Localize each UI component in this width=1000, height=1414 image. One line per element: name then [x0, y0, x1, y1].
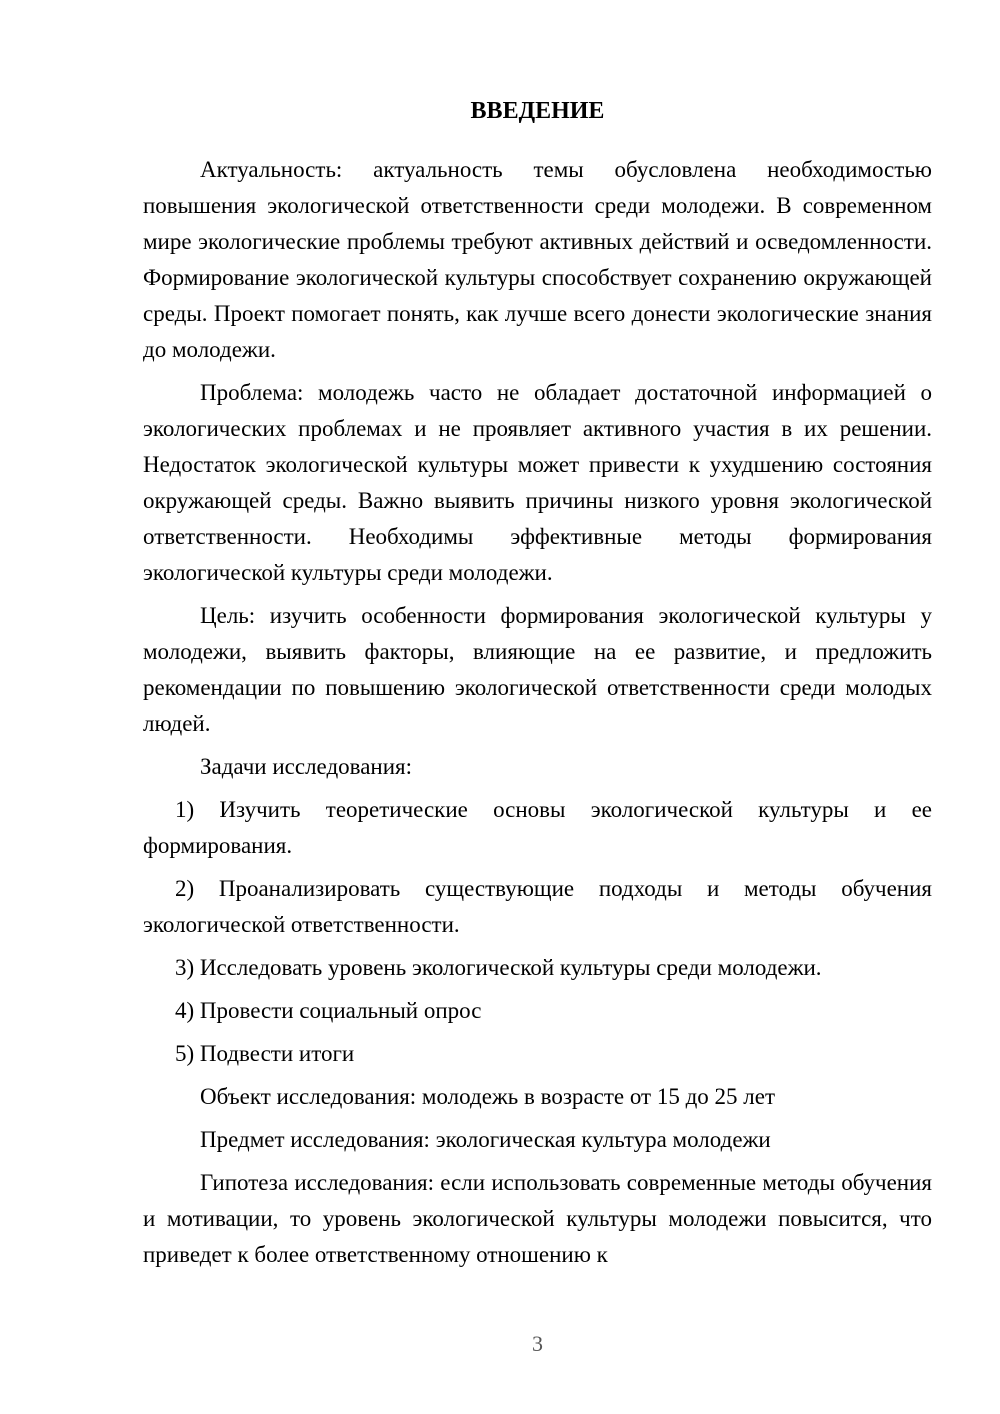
paragraph-subject: Предмет исследования: экологическая культура молодежи: [200, 1127, 771, 1152]
task-item-3: 3) Исследовать уровень экологической культуры среди молодежи.: [175, 955, 822, 980]
page-number: 3: [532, 1331, 543, 1356]
paragraph-actuality: Актуальность: актуальность темы обусловлена необходимостью повышения экологической ответственности среди молодежи. В современном мире экологические проблемы требуют активных действий и осведомленности. Формирование экологической культуры способствует сохранению окружающей среды. Проект помогает понять, как лучше всего донести экологические знания до молодежи.: [143, 157, 932, 362]
paragraph-problem: Проблема: молодежь часто не обладает достаточной информацией о экологических проблемах и не проявляет активного участия в их решении. Недостаток экологической культуры может привести к ухудшению состояния окружающей среды. Важно выявить причины низкого уровня экологической ответственности. Необходимы эффективные методы формирования экологической культуры среди молодежи.: [143, 380, 932, 585]
task-item-5: 5) Подвести итоги: [175, 1041, 355, 1066]
paragraph-tasks-heading: Задачи исследования:: [200, 754, 413, 779]
task-item-1: 1) Изучить теоретические основы экологической культуры и ее формирования.: [143, 797, 932, 858]
task-item-4: 4) Провести социальный опрос: [175, 998, 482, 1023]
paragraph-goal: Цель: изучить особенности формирования экологической культуры у молодежи, выявить факторы, влияющие на ее развитие, и предложить рекомендации по повышению экологической ответственности среди молодых людей.: [143, 603, 932, 736]
task-item-2: 2) Проанализировать существующие подходы и методы обучения экологической ответственности.: [143, 876, 932, 937]
paragraph-object: Объект исследования: молодежь в возрасте от 15 до 25 лет: [200, 1084, 776, 1109]
paragraph-hypothesis: Гипотеза исследования: если использовать современные методы обучения и мотивации, то уровень экологической культуры молодежи повысится, что приведет к более ответственному отношению к: [143, 1170, 932, 1267]
page-title: ВВЕДЕНИЕ: [470, 98, 605, 124]
